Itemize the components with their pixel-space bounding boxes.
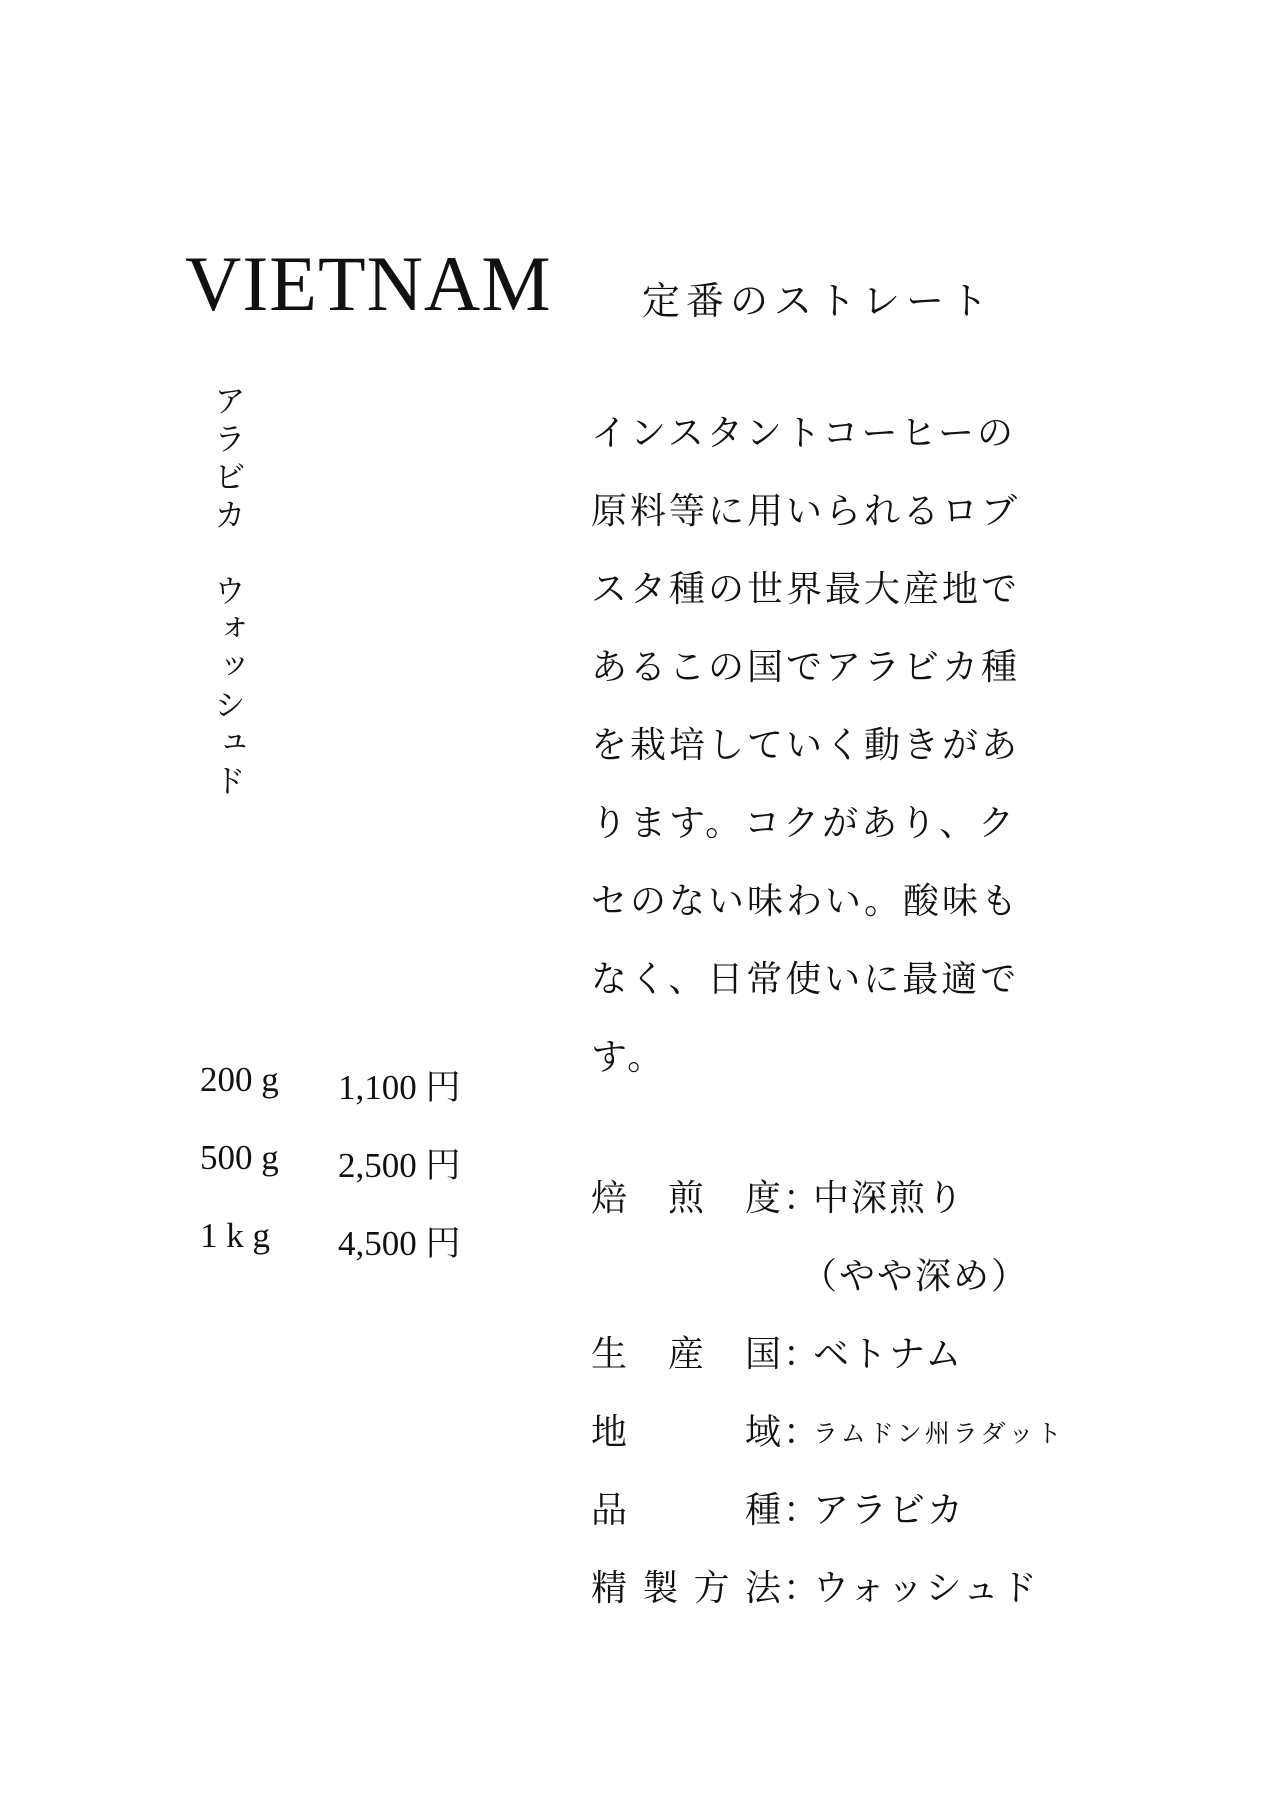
price-weight: 200 g — [200, 1060, 279, 1099]
spec-label-char: 産 — [667, 1334, 706, 1375]
page-title: VIETNAM — [185, 240, 552, 327]
spec-label-char: 精 — [591, 1568, 630, 1609]
spec-value: 中深煎り — [813, 1178, 966, 1219]
spec-value: アラビカ — [813, 1490, 966, 1531]
vertical-variety-text: アラビカ — [209, 384, 247, 536]
page-subtitle: 定番のストレート — [642, 279, 995, 323]
spec-label-char: 種 — [744, 1490, 783, 1531]
spec-list — [591, 1170, 1065, 1638]
spec-label — [591, 1482, 783, 1533]
spec-label-char: 焙 — [591, 1178, 630, 1219]
spec-label — [591, 1404, 783, 1455]
spec-row-process — [591, 1560, 1065, 1638]
spec-colon: ： — [783, 1412, 822, 1453]
price-amount: 4,500 円 — [338, 1224, 461, 1263]
spec-colon: ： — [783, 1568, 822, 1609]
spec-label — [591, 1326, 783, 1377]
spec-label-char: 煎 — [667, 1178, 706, 1219]
spec-label-char: 度 — [744, 1178, 783, 1219]
spec-label — [591, 1560, 783, 1611]
spec-label-char: 品 — [591, 1490, 630, 1531]
spec-label-char: 生 — [591, 1334, 630, 1375]
spec-colon: ： — [783, 1334, 822, 1375]
price-list — [200, 1060, 461, 1294]
price-amount: 2,500 円 — [338, 1146, 461, 1185]
price-amount: 1,100 円 — [338, 1068, 461, 1107]
spec-value: ラムドン州ラダット — [813, 1419, 1065, 1448]
spec-value-continuation: （やや深め） — [801, 1256, 1030, 1297]
spec-label-char: 製 — [642, 1568, 681, 1609]
price-weight: 500 g — [200, 1138, 279, 1177]
spec-label-char: 国 — [744, 1334, 783, 1375]
price-row — [200, 1216, 461, 1294]
price-row — [200, 1138, 461, 1216]
vertical-variety-label — [209, 384, 247, 834]
price-weight: 1 k g — [200, 1216, 270, 1255]
spec-label-char: 地 — [591, 1412, 630, 1453]
spec-label-char: 域 — [744, 1412, 783, 1453]
spec-row-region — [591, 1404, 1065, 1482]
spec-value: ベトナム — [813, 1334, 964, 1375]
spec-value: ウォッシュド — [813, 1568, 1039, 1609]
spec-label-char: 方 — [693, 1568, 732, 1609]
spec-colon: ： — [783, 1490, 822, 1531]
spec-row-roast — [591, 1170, 1065, 1248]
vertical-process-text: ウォッシュド — [209, 574, 247, 802]
spec-colon: ： — [783, 1178, 822, 1219]
product-description: インスタントコーヒーの原料等に用いられるロブスタ種の世界最大産地であるこの国でアラビカ種を栽培していく動きがあります。コクがあり、クセのない味わい。酸味もなく、日常使いに最適です。 — [591, 413, 1021, 1078]
spec-label-char: 法 — [744, 1568, 783, 1609]
spec-row-variety — [591, 1482, 1065, 1560]
spec-row-country — [591, 1326, 1065, 1404]
price-row — [200, 1060, 461, 1138]
spec-label — [591, 1170, 783, 1221]
